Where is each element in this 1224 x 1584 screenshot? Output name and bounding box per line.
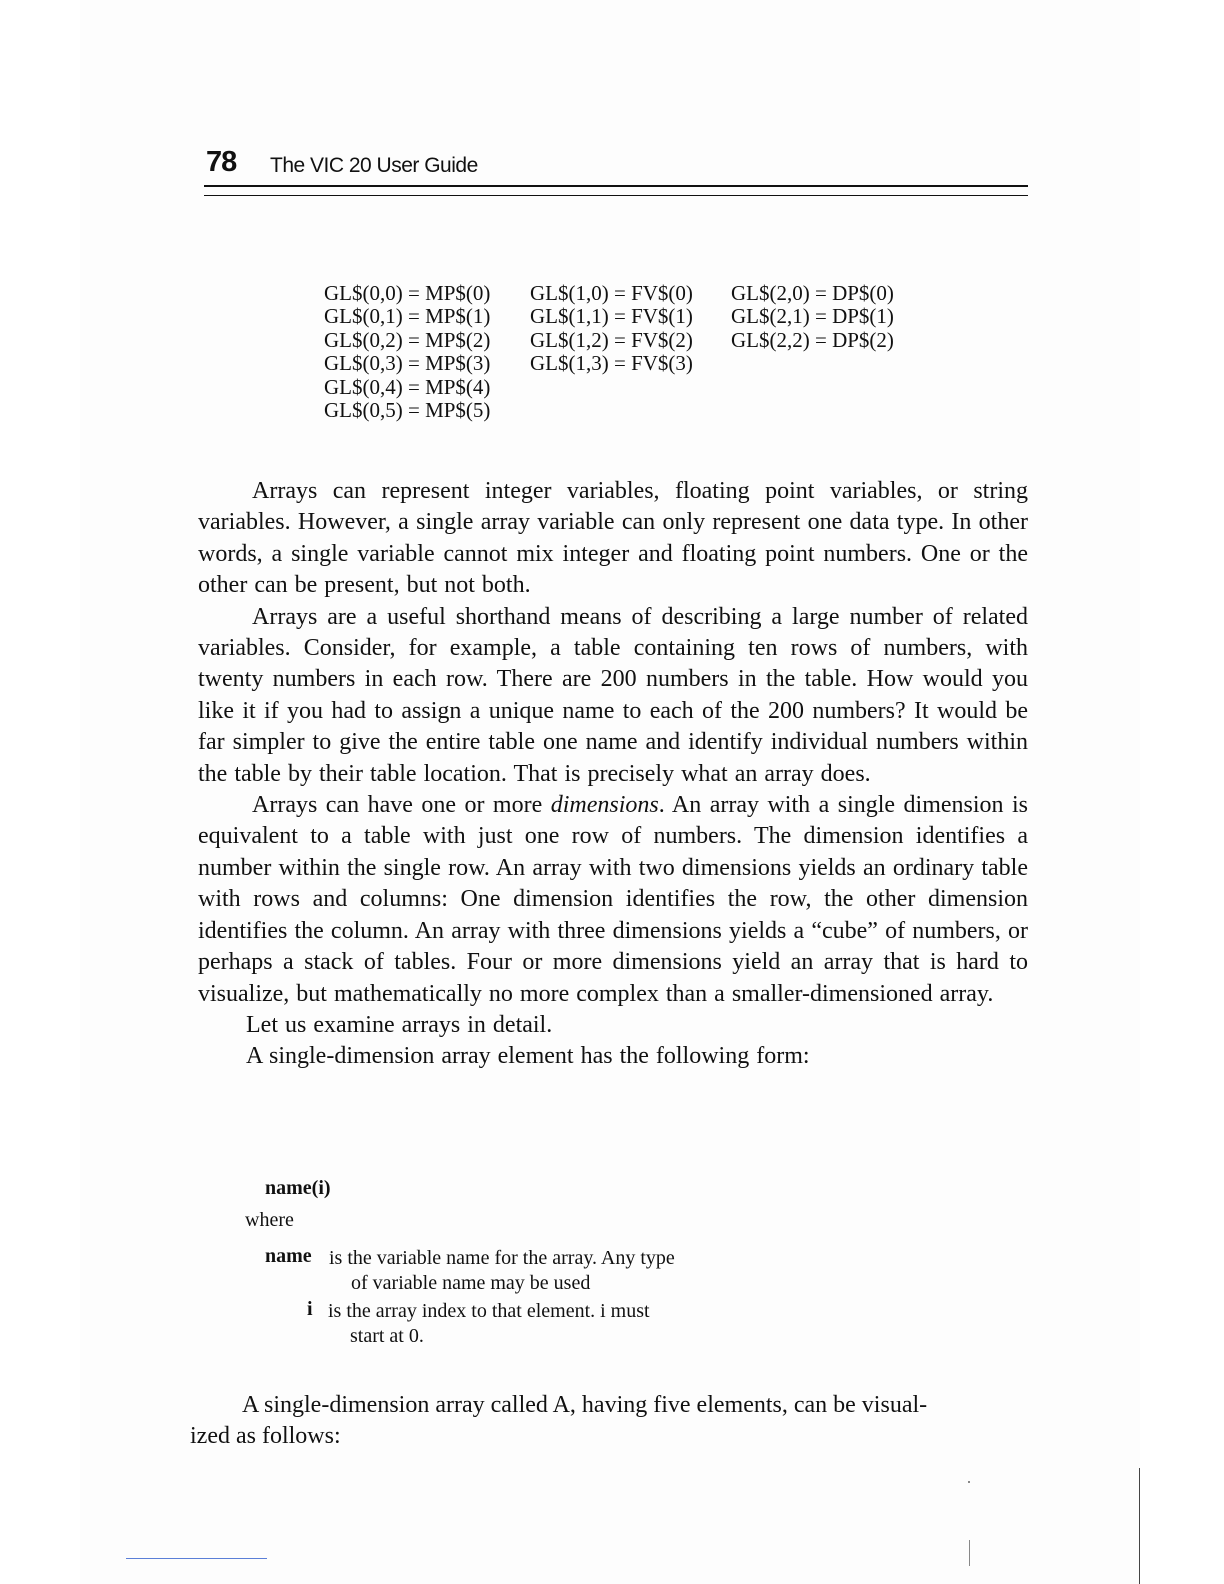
header-rule-thick: [204, 185, 1028, 187]
closing-line: A single-dimension array called A, having five elements, can be visual-: [242, 1392, 928, 1418]
assignment-line: GL$(2,0) = DP$(0): [731, 281, 894, 305]
definition-line: of variable name may be used: [351, 1272, 591, 1294]
closing-paragraph: [190, 1390, 1025, 1452]
scan-mark: [969, 1540, 970, 1566]
assignment-line: GL$(1,2) = FV$(2): [530, 327, 693, 352]
running-head: [206, 146, 1030, 186]
book-title: The VIC 20 User Guide: [270, 154, 478, 177]
assignment-line: GL$(0,5) = MP$(5): [324, 398, 491, 423]
paragraph-array-shorthand: Arrays are a useful shorthand means of describing a large number of related variables. Consider, for example, a table containing ten rows of numbers, with twenty numbers in each row. There are 200 numbers in the table. How would you like it if you had to assign a unique name to each of the 200 numbers? It would be far simpler to give the entire table one name and identify individual numbers within the table by their table location. That is precisely what an array does.: [198, 603, 1028, 787]
definition-line: is the variable name for the array. Any type: [329, 1247, 675, 1269]
paragraph-examine: Let us examine arrays in detail.: [246, 1011, 553, 1038]
page-edge-line: [1139, 1468, 1140, 1584]
assignment-column-fv: [530, 282, 731, 422]
assignment-line: GL$(0,4) = MP$(4): [324, 374, 491, 399]
assignment-line: GL$(1,1) = FV$(1): [530, 304, 693, 329]
assignment-line: GL$(0,1) = MP$(1): [324, 304, 491, 329]
closing-line: ized as follows:: [190, 1423, 341, 1449]
definition-line: is the array index to that element. i must: [328, 1300, 650, 1322]
syntax-form: name(i): [265, 1177, 331, 1199]
paragraph-array-types: Arrays can represent integer variables, floating point variables, or string variables. However, a single array variable can only represent one data type. In other words, a single variable cannot mix integer and floating point numbers. One or the other can be present, but not both.: [198, 478, 1028, 599]
body-text: [198, 476, 1028, 1073]
scan-artifact-line: [126, 1558, 267, 1559]
paragraph-dimensions: [198, 790, 1028, 1010]
assignment-line: GL$(0,2) = MP$(2): [324, 327, 491, 352]
definition-text-i: [328, 1299, 748, 1349]
paragraph-form-intro: A single-dimension array element has the following form:: [246, 1043, 810, 1070]
assignment-line: GL$(0,3) = MP$(3): [324, 351, 491, 376]
assignment-line: GL$(0,0) = MP$(0): [324, 281, 491, 305]
definition-text-name: [329, 1246, 749, 1296]
header-rule-thin: [204, 195, 1028, 196]
dimensions-text-start: Arrays can have one or more: [252, 792, 551, 819]
where-label: where: [245, 1209, 294, 1231]
definition-line: start at 0.: [350, 1325, 424, 1347]
assignment-line: GL$(2,2) = DP$(2): [731, 327, 894, 352]
page-number: 78: [206, 146, 237, 178]
dimensions-emphasis: dimensions: [550, 792, 659, 819]
assignment-table: [324, 282, 921, 422]
definition-term-name: name: [265, 1245, 312, 1267]
assignment-column-dp: [731, 282, 921, 422]
definition-term-i: i: [307, 1298, 313, 1320]
dimensions-text-end: . An array with a single dimension is equivalent to a table with just one row of numbers. The dimension identifies a number within the single row. An array with two dimensions yields an ordinary table with rows and columns: One dimension identifies the row, the other dimension identifies the column. An array with three dimensions yields a “cube” of numbers, or perhaps a stack of tables. Four or more dimensions yield an array that is hard to visualize, but mathematically no more complex than a smaller-dimensioned array.: [198, 792, 1029, 1007]
assignment-line: GL$(1,0) = FV$(0): [530, 281, 693, 305]
assignment-column-mp: [324, 282, 530, 422]
assignment-line: GL$(2,1) = DP$(1): [731, 304, 894, 329]
assignment-line: GL$(1,3) = FV$(3): [530, 351, 693, 376]
scan-mark: [968, 1481, 970, 1483]
